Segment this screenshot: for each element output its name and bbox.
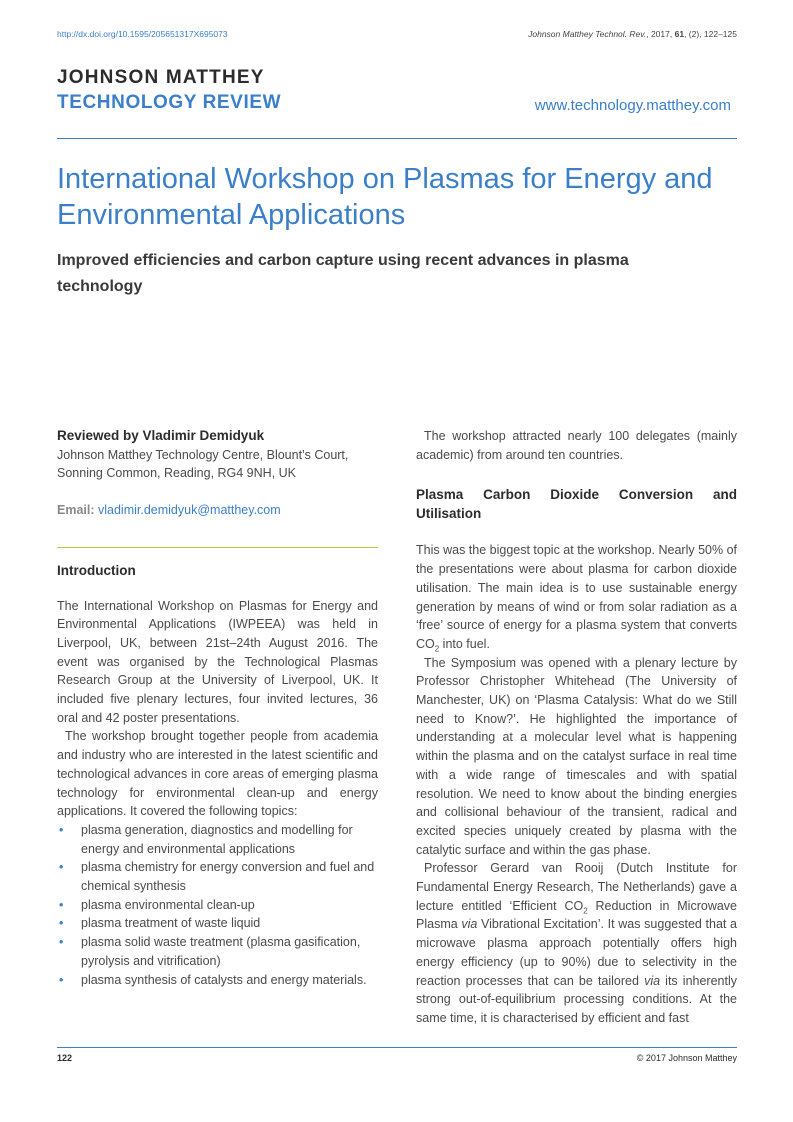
footer-divider [57,1047,737,1048]
list-item: • plasma solid waste treatment (plasma gasification, pyrolysis and vitrification) [57,933,378,970]
website-link[interactable]: www.technology.matthey.com [534,97,731,114]
co2-paragraph-3: Professor Gerard van Rooij (Dutch Institute for Fundamental Energy Research, The Netherlands) gave a lecture entitled ‘Efficient $CO_2$ Reduction in Microwave Plasma via Vibrational Excitation’. It was suggested that a microwave plasma approach potentially offers high energy efficiency (up to 90%) due to selectivity in the reaction processes that can be tailored via its inherently strong out-of-equilibrium processing conditions. At the same time, it is characterised by efficient and fast [416,861,738,1025]
reviewer-email-line [57,501,378,520]
article-subtitle: Improved efficiencies and carbon capture using recent advances in plasma technology [57,252,629,295]
page-number: 122 [57,1053,73,1063]
intro-paragraph-1: The International Workshop on Plasmas for Energy and Environmental Applications (IWPEEA) was held in Liverpool, UK, between 21st–24th August 2016. The event was organised by the Technological Plasmas Research Group at the University of Liverpool, UK. It included five plenary lectures, four invited lectures, 36 oral and 42 poster presentations. [57,598,378,725]
reviewer-email-link[interactable]: vladimir.demidyuk@matthey.com [98,503,281,518]
list-item: • plasma environmental clean-up [57,896,378,915]
reviewer-heading: Reviewed by Vladimir Demidyuk [57,428,265,443]
journal-citation [528,29,737,39]
list-item: • plasma generation, diagnostics and modelling for energy and environmental applications [57,821,378,858]
co2-paragraph-1: This was the biggest topic at the workshop. Nearly 50% of the presentations were about plasma for carbon dioxide utilisation. The main idea is to use sustainable energy generation by means of wind or from solar radiation as a ‘free’ source of energy for a plasma system that converts $CO_2$ into fuel. [416,543,737,654]
right-column [416,427,737,1028]
copyright: © 2017 Johnson Matthey [636,1053,737,1063]
journal-name: Johnson Matthey Technol. Rev. [528,29,647,39]
reviewer-affiliation: Johnson Matthey Technology Centre, Blount’s Court, Sonning Common, Reading, RG4 9NH, UK [57,447,349,481]
section-divider [57,547,378,548]
doi-link[interactable]: http://dx.doi.org/10.1595/205651317X695073 [57,29,228,39]
list-item: • plasma synthesis of catalysts and energy materials. [57,971,378,990]
journal-year: , 2017, [646,29,675,39]
co2-paragraph-2: The Symposium was opened with a plenary lecture by Professor Christopher Whitehead (The University of Manchester, UK) on ‘Plasma Catalysis: What do we Still need to Know?’. He highlighted the importance of understanding at a molecular level what is happening within the plasma and on the catalyst surface in real time with a wide range of timescales and with spatial resolution. We need to know about the binding energies and collisional behaviour of the transient, radical and excited species uniquely created by plasma with the catalytic surface and within the gas phase. [416,655,737,857]
header-divider [57,138,737,139]
list-item: • plasma treatment of waste liquid [57,914,378,933]
delegates-paragraph: The workshop attracted nearly 100 delegates (mainly academic) from around ten countries. [416,429,737,462]
intro-heading: Introduction [57,562,136,578]
article-title: International Workshop on Plasmas for Energy and Environmental Applications [57,163,713,231]
topics-list [57,821,378,989]
journal-volume: 61 [674,29,685,39]
list-item: • plasma chemistry for energy conversion and fuel and chemical synthesis [57,858,378,895]
co2-section-heading: Plasma Carbon Dioxide Conversion and Utilisation [416,487,737,522]
left-column [57,427,378,989]
journal-issue-pages: , (2), 122–125 [684,29,737,39]
logo-johnson-matthey: JOHNSON MATTHEY [57,67,265,88]
intro-paragraph-2: The workshop brought together people from academia and industry who are interested in the latest scientific and technological advances in core areas of emerging plasma technology for environmental clean-up and energy applications. It covered the following topics: [57,729,378,819]
logo-technology-review: TECHNOLOGY REVIEW [57,92,282,113]
email-label: Email: [57,503,95,518]
